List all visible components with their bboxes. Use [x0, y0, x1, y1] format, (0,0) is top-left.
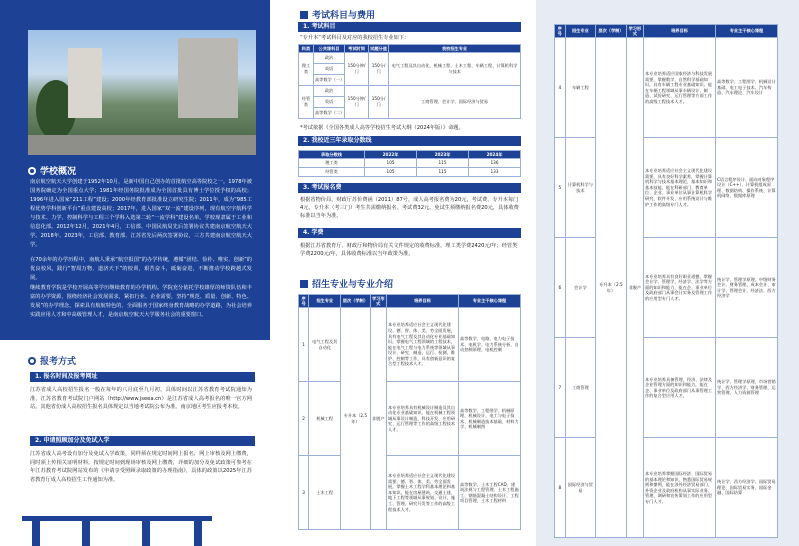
major-header-cell: 层次（学制）: [596, 25, 627, 38]
major-course: 统计学、西方经济学、国际贸易理论、国际贸易实务、国际金融、国际结算: [716, 438, 778, 538]
table-row: [299, 158, 521, 167]
table-row: [299, 456, 521, 530]
exam-header-cell: 我校招生专业: [389, 45, 521, 53]
exam-cell: 英语: [313, 96, 344, 107]
overview-heading: 学校概况: [28, 164, 76, 177]
table-row: [299, 85, 521, 96]
table-row: [555, 238, 778, 338]
major-name: 工商管理: [565, 338, 596, 438]
sub-heading-1: 1. 报名时间及报考网址: [30, 372, 255, 382]
exam-table: [298, 44, 521, 119]
major-name: 车辆工程: [565, 38, 596, 138]
major-course: C语言程序设计、面向对象程序设计（C++）、计算机组成原理、数据结构、操作系统、计算机网络、数据库原理: [716, 138, 778, 238]
score-header-cell: 2022年: [365, 151, 417, 159]
score-table: [298, 150, 521, 177]
exam-cell: 150分/门: [369, 85, 389, 118]
exam-cell: 工商管理、会计学、国际经济与贸易: [389, 85, 521, 118]
score-cell: 115: [417, 167, 469, 176]
gate-illustration: [22, 516, 212, 546]
score-header-cell: 录取分数线: [299, 151, 365, 159]
major-no: 4: [555, 38, 566, 138]
overview-text: 南京航空航天大学创建于1952年10月，是新中国自己创办的首批航空高等院校之一。1978年被国务院确定为全国重点大学；1981年经国务院批准成为全国首批具有博士学位授予权的高校；1996年进入国家“211工程”建设；2000年经教育部批准设立研究生院；2011年，成为“985工程优势学科创新平台”重点建设高校；2017年，进入国家“双一流”建设序列，现有航空宇航科学与技术、力学、控制科学与工程三个学科入选第二轮“一流学科”建设名单。学校现隶属于工业和信息化部。2012年12月，2021年4月，工信部、中国民航局先后签署协议共建南京航空航天大学。2018年、2023年，工信部、教育部、江苏省先后两次签署协议，三方共建南京航空航天大学。: [30, 179, 252, 248]
major-form: 非脱产: [370, 308, 387, 530]
exam-cell: 高等数学（一）: [313, 74, 344, 85]
exam-cell: 150分钟/门: [345, 85, 369, 118]
major-goal: 本专业培养具有良好职业道德，掌握会计学、管理学、经济学、法学等方面的知识和能力，能在企、事业单位及政府部门从事会计实务及管理工作的应用型专门人才。: [644, 238, 716, 338]
table-row: [555, 338, 778, 438]
score-cell: 理工类: [299, 158, 365, 167]
major-course: 统计学、管理学原理、中级财务会计、财务管理、成本会计、审计学、管理会计、经济法、西方经济学: [716, 238, 778, 338]
sub1-text: 江苏省成人高校招生报名一般在每年的八月底至九月初，具体时间以江苏省教育考试院通知为准，江苏省教育考试院门户网站（http://www.jseea.cn）是江苏省成人高考报名的唯一官方网站。其他省份成人高校招生报名具体规定以当地考试院公布为准。南京地区考生应报考本校。: [30, 387, 252, 410]
table-row: [299, 52, 521, 63]
exam-header-cell: 考试时间: [345, 45, 369, 53]
overview-text-3: 继续教育学院是学校开展高等学历继续教育的办学机构。学院充分依托学校雄厚的师资队伍和丰富的办学资源，围绕经济社会发展需求，紧扣行业、企业需要，坚持“规范、质量、创新、特色、发展”的办学理念，探索具有航航特色的、全面服务于国家终身教育战略的办学道路，为社会培养实践应用人才和中高级管理人才，是南京航空航天大学服务社会的重要窗口。: [30, 285, 252, 318]
table-row: [299, 167, 521, 176]
major-no: 5: [555, 138, 566, 238]
major-goal: 本专业培养具有机械设计制造及其自动化专业基础知识，能在机械工程领域从事设计制造、科技开发、应用研究、运行管理等工作的高级工程技术人才。: [387, 382, 459, 456]
major-heading: 招生专业与专业介绍: [300, 277, 393, 290]
tuition-text: 根据江苏省教育厅、财政厅和物价局有关文件规定的收费标准，理工类学费2420元/年；经管类学费2200元/年，具体收费标准以当年政策为准。: [300, 243, 518, 257]
exam-cell: 政治: [313, 52, 344, 63]
exam-heading: 考试科目与费用: [300, 8, 375, 21]
major-goal: 本专业培养掌握国际经济、国际贸易的基本理论和知识，熟悉国际贸易规则和惯例，能在涉外经济贸易部门、外资企业及政府机构从事实际业务、管理、调研和宣传策划工作的应用型专门人才。: [644, 438, 716, 538]
left-panel: [0, 0, 270, 546]
score-cell: 105: [365, 167, 417, 176]
exam-intro: “专升本”考试科目及对应的我校招生专业如下：: [300, 35, 410, 41]
exam-cell: 政治: [313, 85, 344, 96]
score-header-cell: 2024年: [469, 151, 521, 159]
score-cell: 经管类: [299, 167, 365, 176]
exam-cell: 理工类: [299, 52, 314, 85]
major-header-cell: 序号: [299, 295, 309, 308]
major-name: 国际经济与贸易: [565, 438, 596, 538]
major-no: 6: [555, 238, 566, 338]
major-table-1: [298, 294, 521, 530]
major-header-cell: 学习形式: [371, 295, 385, 307]
major-goal: 本专业培养适应社会主义现代化建设、德、智、体、美、劳全面发展，具有电气工程及其自动化专业基础知识，掌握电气工程领域的工程技术，能在电气工程与电力系统等领域从事设计、研究、制造、运行、检测、维护、控制等工作，具有创新意识的复合型工程技术人才。: [387, 308, 459, 382]
exam-header-cell: 试题分值: [370, 45, 387, 51]
fee-text: 根据省物价局、财政厅苏价费函（2011）87号，成人高考报名费为20元，考试费，专升本每门4元，专升本（考三门）考生共需缴纳报名、考试费32元。免试生须缴纳报名费20元，具体收费标准以当年为准。: [300, 197, 519, 219]
major-course: 高等数学、土木工程CAD、建筑法规与工程管理、土木工程施工、钢筋混凝土结构设计、工程项目管理、土木工程材料: [459, 456, 521, 530]
score-cell: 105: [365, 158, 417, 167]
score-header-cell: 2023年: [417, 151, 469, 159]
major-goal: 本专业培养适应社会主义现代化建设需要，具有良好科学素养，掌握计算机科学与技术基本理论、基本知识和基本技能，能在科研部门、教育单位、企业、事业单位从事计算机科学研究、软件开发、应用系统设计与维护工作的高级专门人才。: [644, 138, 716, 238]
sub2-text: 江苏省成人高考设有加分及免试入学政策，同样须在规定时间网上报名，网上审核及网上缴费，同时须上传相关证明材料。按规定时间到现场审核及网上缴费，详细的加分及免试政策可参考在年江苏教育考试院网站发布的《申请享受照顾录取政策的办理指南》，具体的政策以2025年江苏省教育厅成人高校招生工作通知为准。: [30, 451, 252, 483]
exam-header-cell: 公共课科目: [313, 45, 344, 53]
major-header-cell: 序号: [555, 25, 566, 38]
major-header-cell: 专业主干核心课程: [459, 295, 521, 308]
major-no: 7: [555, 338, 566, 438]
apply-heading: 报考方式: [28, 354, 76, 367]
table-row: [555, 138, 778, 238]
major-header-cell: 专业主干核心课程: [716, 25, 778, 38]
major-name: 土木工程: [309, 456, 341, 530]
score-cell: 133: [469, 167, 521, 176]
exam-cell: 英语: [313, 63, 344, 74]
sub-heading-2: 2. 申请照顾加分及免试入学: [30, 436, 255, 446]
major-table-2: [554, 24, 778, 538]
exam-sub-2: 2. 我校近三年录取分数线: [298, 136, 521, 146]
overview-text-2: 在70余年的办学历程中，南航人秉承“航空报国”的办学传统，遵循“团结、俭朴、唯实、创新”的优良校风，践行“智周万物、道济天下”的校训，艰苦奋斗，砥砺奋进，不断推动学校跨越式发展。: [30, 257, 252, 281]
major-name: 会计学: [565, 238, 596, 338]
exam-note: *考试依据《全国各类成人高等学校招生考试大纲（2024年版）》命题。: [300, 125, 464, 131]
score-cell: 136: [469, 158, 521, 167]
major-no: 1: [299, 308, 309, 382]
major-course: 统计学、管理学原理、市场营销学、西方经济学、财务管理、运营管理、人力资源管理: [716, 338, 778, 438]
major-no: 8: [555, 438, 566, 538]
major-header-cell: 培养目标: [387, 295, 459, 308]
major-header-cell: 层次（学制）: [341, 295, 370, 308]
exam-cell: 经管类: [299, 85, 314, 118]
major-name: 计算机科学与技术: [565, 138, 596, 238]
major-header-cell: 培养目标: [644, 25, 716, 38]
exam-sub-3: 3. 考试报名费: [298, 183, 521, 193]
major-level: 专升本（2.5年）: [596, 38, 627, 538]
major-no: 2: [299, 382, 309, 456]
major-header-cell: 招生专业: [565, 25, 596, 38]
exam-cell: 150分钟/门: [345, 52, 369, 85]
exam-cell: 150分/门: [369, 52, 389, 85]
major-course: 高等数学、工程图学、机械原理、机械设计、电工与电子技术、机械制造技术基础、材料力学、机械制图: [459, 382, 521, 456]
major-header-cell: 学习形式: [626, 25, 643, 38]
exam-sub-1: 1. 考试科目: [298, 22, 521, 32]
major-goal: 本专业培养适应国家经济与科技发展需要，掌握数学、自然科学基础知识，具有车辆工程专业基础知识，能在车辆工程领域从事车辆设计、制造、试验研究、运行管理等方面工作的高级工程技术人才。: [644, 38, 716, 138]
major-name: 电气工程及其自动化: [309, 308, 341, 382]
major-level: 专升本（2.5年）: [341, 308, 370, 530]
table-row: [299, 382, 521, 456]
table-row: [555, 38, 778, 138]
bullet-icon: [28, 357, 36, 365]
major-header-cell: 招生专业: [309, 295, 341, 308]
major-course: 高等数学、电路、电力电子技术、电机学、电力系统分析、自动控制原理、电机控制: [459, 308, 521, 382]
major-form: 非脱产: [626, 38, 643, 538]
table-row: [299, 308, 521, 382]
score-cell: 115: [417, 158, 469, 167]
exam-sub-4: 4. 学费: [298, 228, 521, 238]
major-goal: 本专业培养具备管理、经济、法律及企业管理方面的知识和能力，能在企、事业单位及政府部门从事管理工作的复合型应用人才。: [644, 338, 716, 438]
campus-photo: [28, 30, 256, 155]
major-name: 机械工程: [309, 382, 341, 456]
exam-cell: 电气工程及其自动化、机械工程、土木工程、车辆工程、计算机科学与技术: [389, 52, 521, 85]
major-course: 高等数学、工程图学、机械设计基础、电工电子技术、汽车构造、汽车理论、汽车设计: [716, 38, 778, 138]
major-goal: 本专业培养适应社会主义现代化建设需要，德、智、体、美、劳全面发展，掌握土木工程学科基本理论和基本知识，能在房屋建筑、交通土建、地下工程等领域从事规划、设计、施工、管理、研究开发等工作的高级工程技术人才。: [387, 456, 459, 530]
table-row: [555, 438, 778, 538]
major-no: 3: [299, 456, 309, 530]
bullet-icon: [28, 167, 36, 175]
exam-header-cell: 科类: [299, 45, 314, 53]
exam-cell: 高等数学（二）: [313, 107, 344, 118]
